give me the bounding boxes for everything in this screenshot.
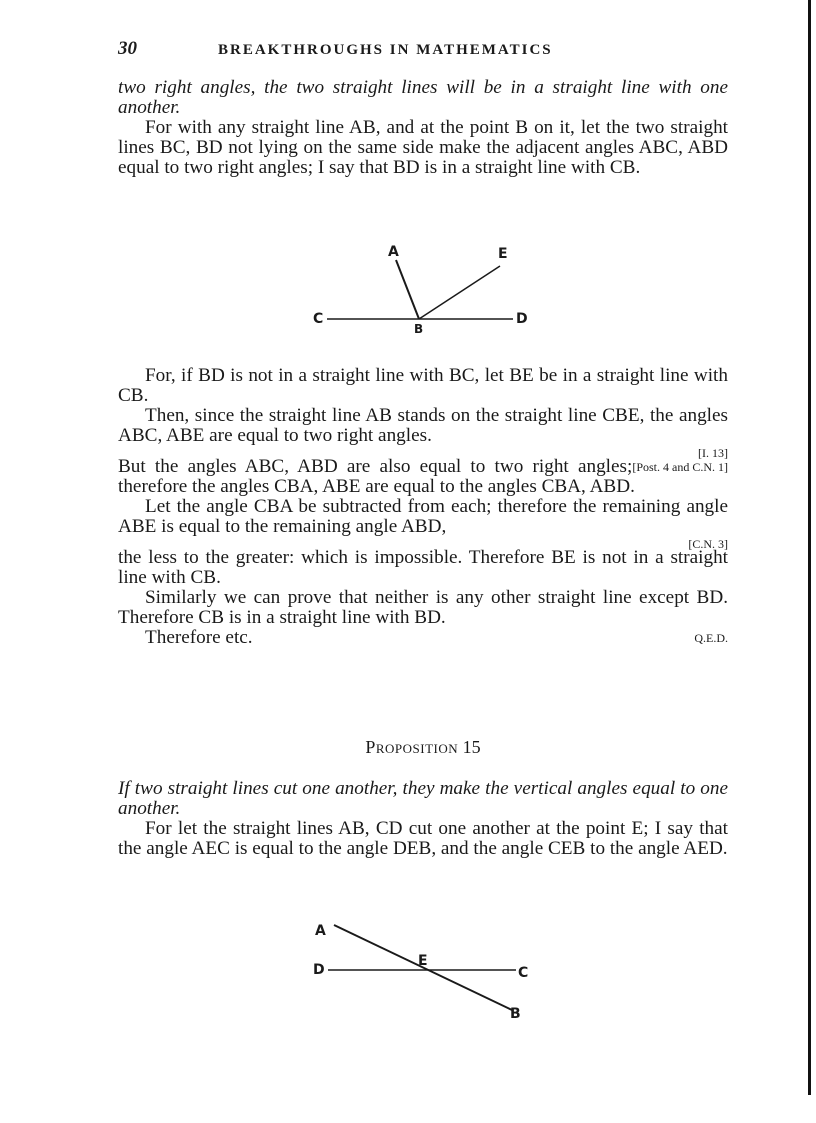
proof-paragraph-3: Then, since the straight line AB stands on the straight line CBE, the angles ABC, ABE are equal to two right angles. [118,405,728,446]
qed-mark: Q.E.D. [694,631,728,645]
fig2-label-e: E [418,953,428,969]
fig1-label-e: E [498,246,508,262]
fig2-label-b: B [510,1006,521,1022]
fig2-label-a: A [315,923,326,939]
proof-conclusion-text: Therefore etc. [145,627,253,648]
proof-paragraph-1: For with any straight line AB, and at the point B on it, let the two straight lines BC, BD not lying on the same side make the adjacent angles ABC, ABD equal to two right angles; I say that BD is in a straight line with CB. [118,117,728,178]
page-number: 30 [118,38,137,59]
proof-paragraph-4-text: But the angles ABC, ABD are also equal to two right angles; therefore the angles CBA, ABE are equal to the angles CBA, ABD. [118,456,635,497]
proof-paragraph-7: For let the straight lines AB, CD cut one another at the point E; I say that the angle AEC is equal to the angle DEB, and the angle CEB to the angle AED. [118,818,728,859]
proof-paragraph-5-cont: the less to the greater: which is impossible. Therefore BE is not in a straight line with CB. [118,547,728,588]
fig1-label-a: A [388,244,399,260]
fig1-label-b: B [414,322,424,336]
fig1-label-d: D [516,311,528,327]
proof-paragraph-6: Similarly we can prove that neither is any other straight line except BD. Therefore CB is in a straight line with BD. [118,587,728,628]
citation-post4: [Post. 4 and C.N. 1] [632,460,728,474]
citation-cn3: [C.N. 3] [688,537,728,551]
proof-paragraph-2: For, if BD is not in a straight line with BC, let BE be in a straight line with CB. [118,365,728,406]
proposition-number: 15 [462,737,481,757]
fig1-label-c: C [313,311,324,327]
fig2-label-c: C [518,965,529,981]
proposition-word: Proposition [365,737,459,757]
citation-i13: [I. 13] [698,446,728,460]
proposition-enunciation: If two straight lines cut one another, they make the vertical angles equal to one another. [118,778,728,819]
proof-paragraph-5: Let the angle CBA be subtracted from each; therefore the remaining angle ABE is equal to the remaining angle ABD, [118,496,728,537]
fig2-label-d: D [313,962,325,978]
running-title: BREAKTHROUGHS IN MATHEMATICS [218,42,553,58]
enunciation-continuation: two right angles, the two straight lines will be in a straight line with one another. [118,77,728,118]
